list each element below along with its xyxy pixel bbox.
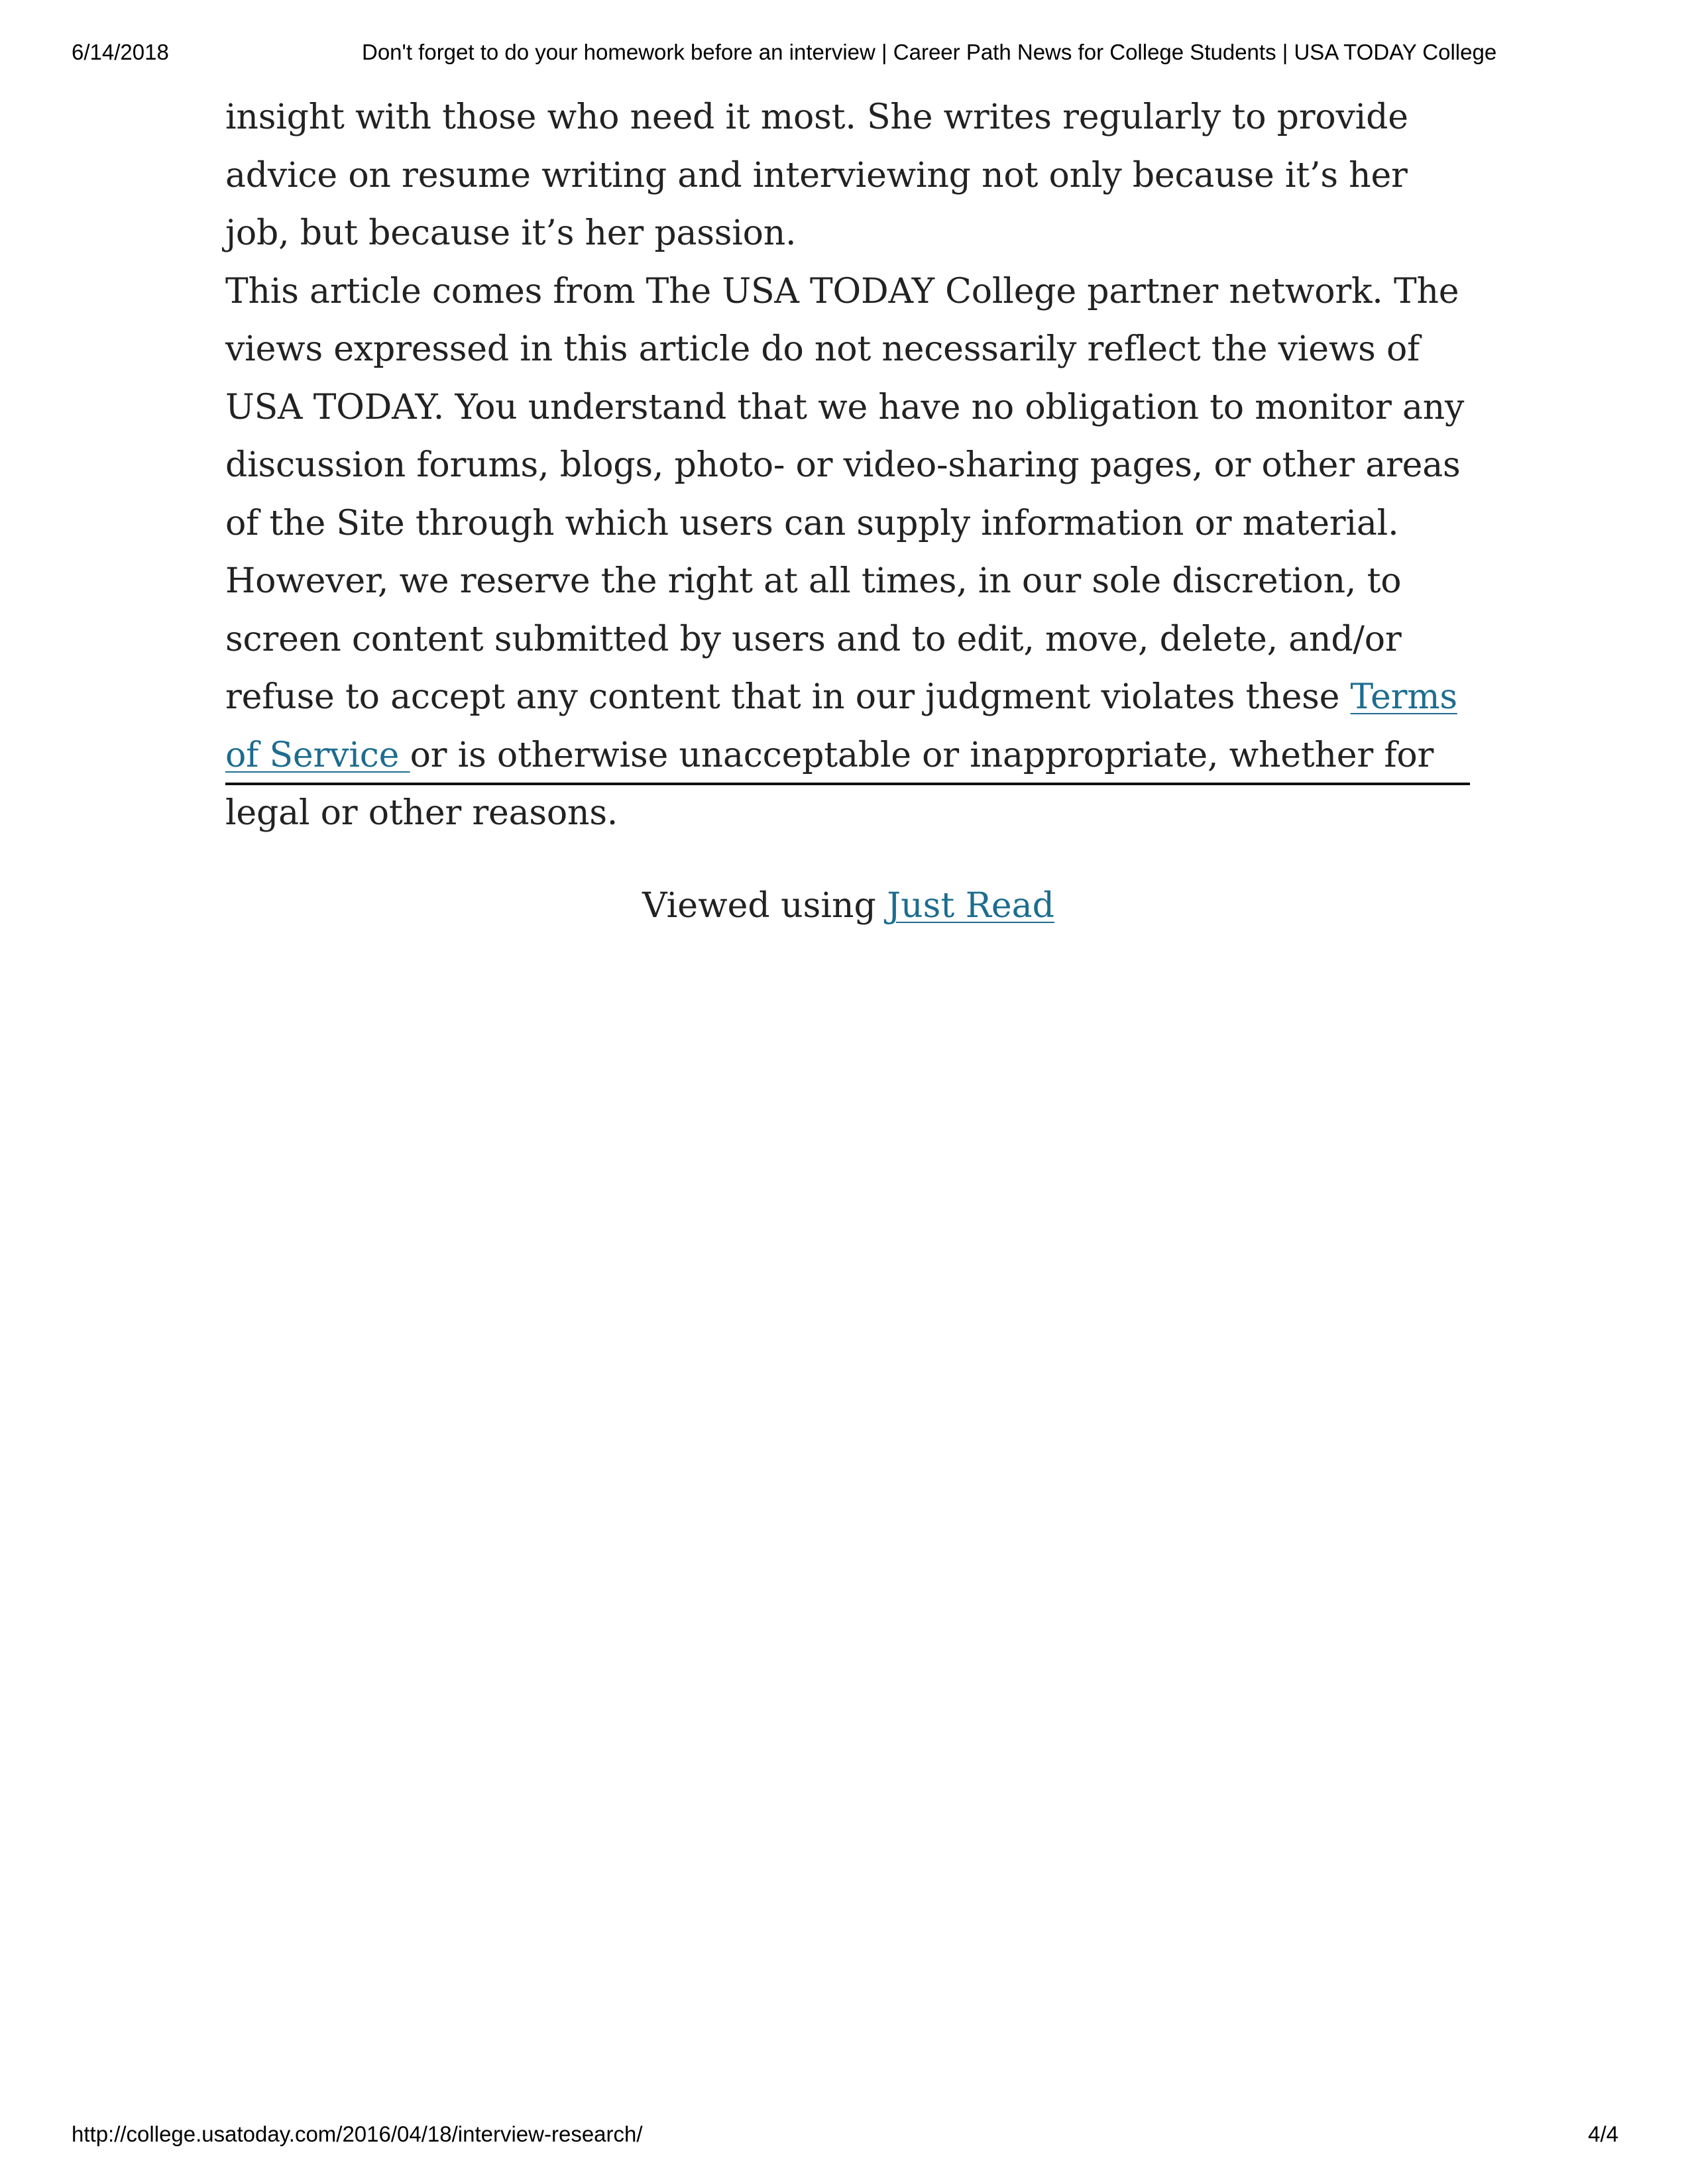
terms-of-service-link[interactable]: Terms of Service: [225, 677, 1457, 775]
print-page-title: Don't forget to do your homework before an interview | Career Path News for College Students | USA TODAY College: [362, 40, 1497, 64]
article-end-divider: [225, 783, 1470, 785]
just-read-link[interactable]: Just Read: [887, 886, 1054, 926]
print-footer: [0, 2122, 1690, 2151]
print-header: [0, 40, 1690, 69]
author-bio-paragraph: insight with those who need it most. She writes regularly to provide advice on resume writing and interviewing not only because it’s her job, but because it’s her passion.: [225, 97, 1408, 253]
disclaimer-paragraph: [225, 263, 1471, 843]
disclaimer-text-start: This article comes from The USA TODAY College partner network. The views expressed in this article do not necessarily reflect the views of USA TODAY. You understand that we have no obligation to monitor any discussion forums, blogs, photo- or video-sharing pages, or other areas of the Site through which users can supply information or material. However, we reserve the right at all times, in our sole discretion, to screen content submitted by users and to edit, move, delete, and/or refuse to accept any content that in our judgment violates these: [225, 271, 1465, 717]
print-date: 6/14/2018: [72, 40, 169, 64]
print-url: http://college.usatoday.com/2016/04/18/interview-research/: [72, 2122, 643, 2146]
viewed-using-credit: [225, 877, 1471, 936]
print-page-number: 4/4: [1588, 2122, 1618, 2146]
article-body: [225, 89, 1471, 843]
viewed-using-text: Viewed using: [642, 886, 887, 926]
disclaimer-text-end: or is otherwise unacceptable or inappropriate, whether for legal or other reasons.: [225, 735, 1434, 833]
